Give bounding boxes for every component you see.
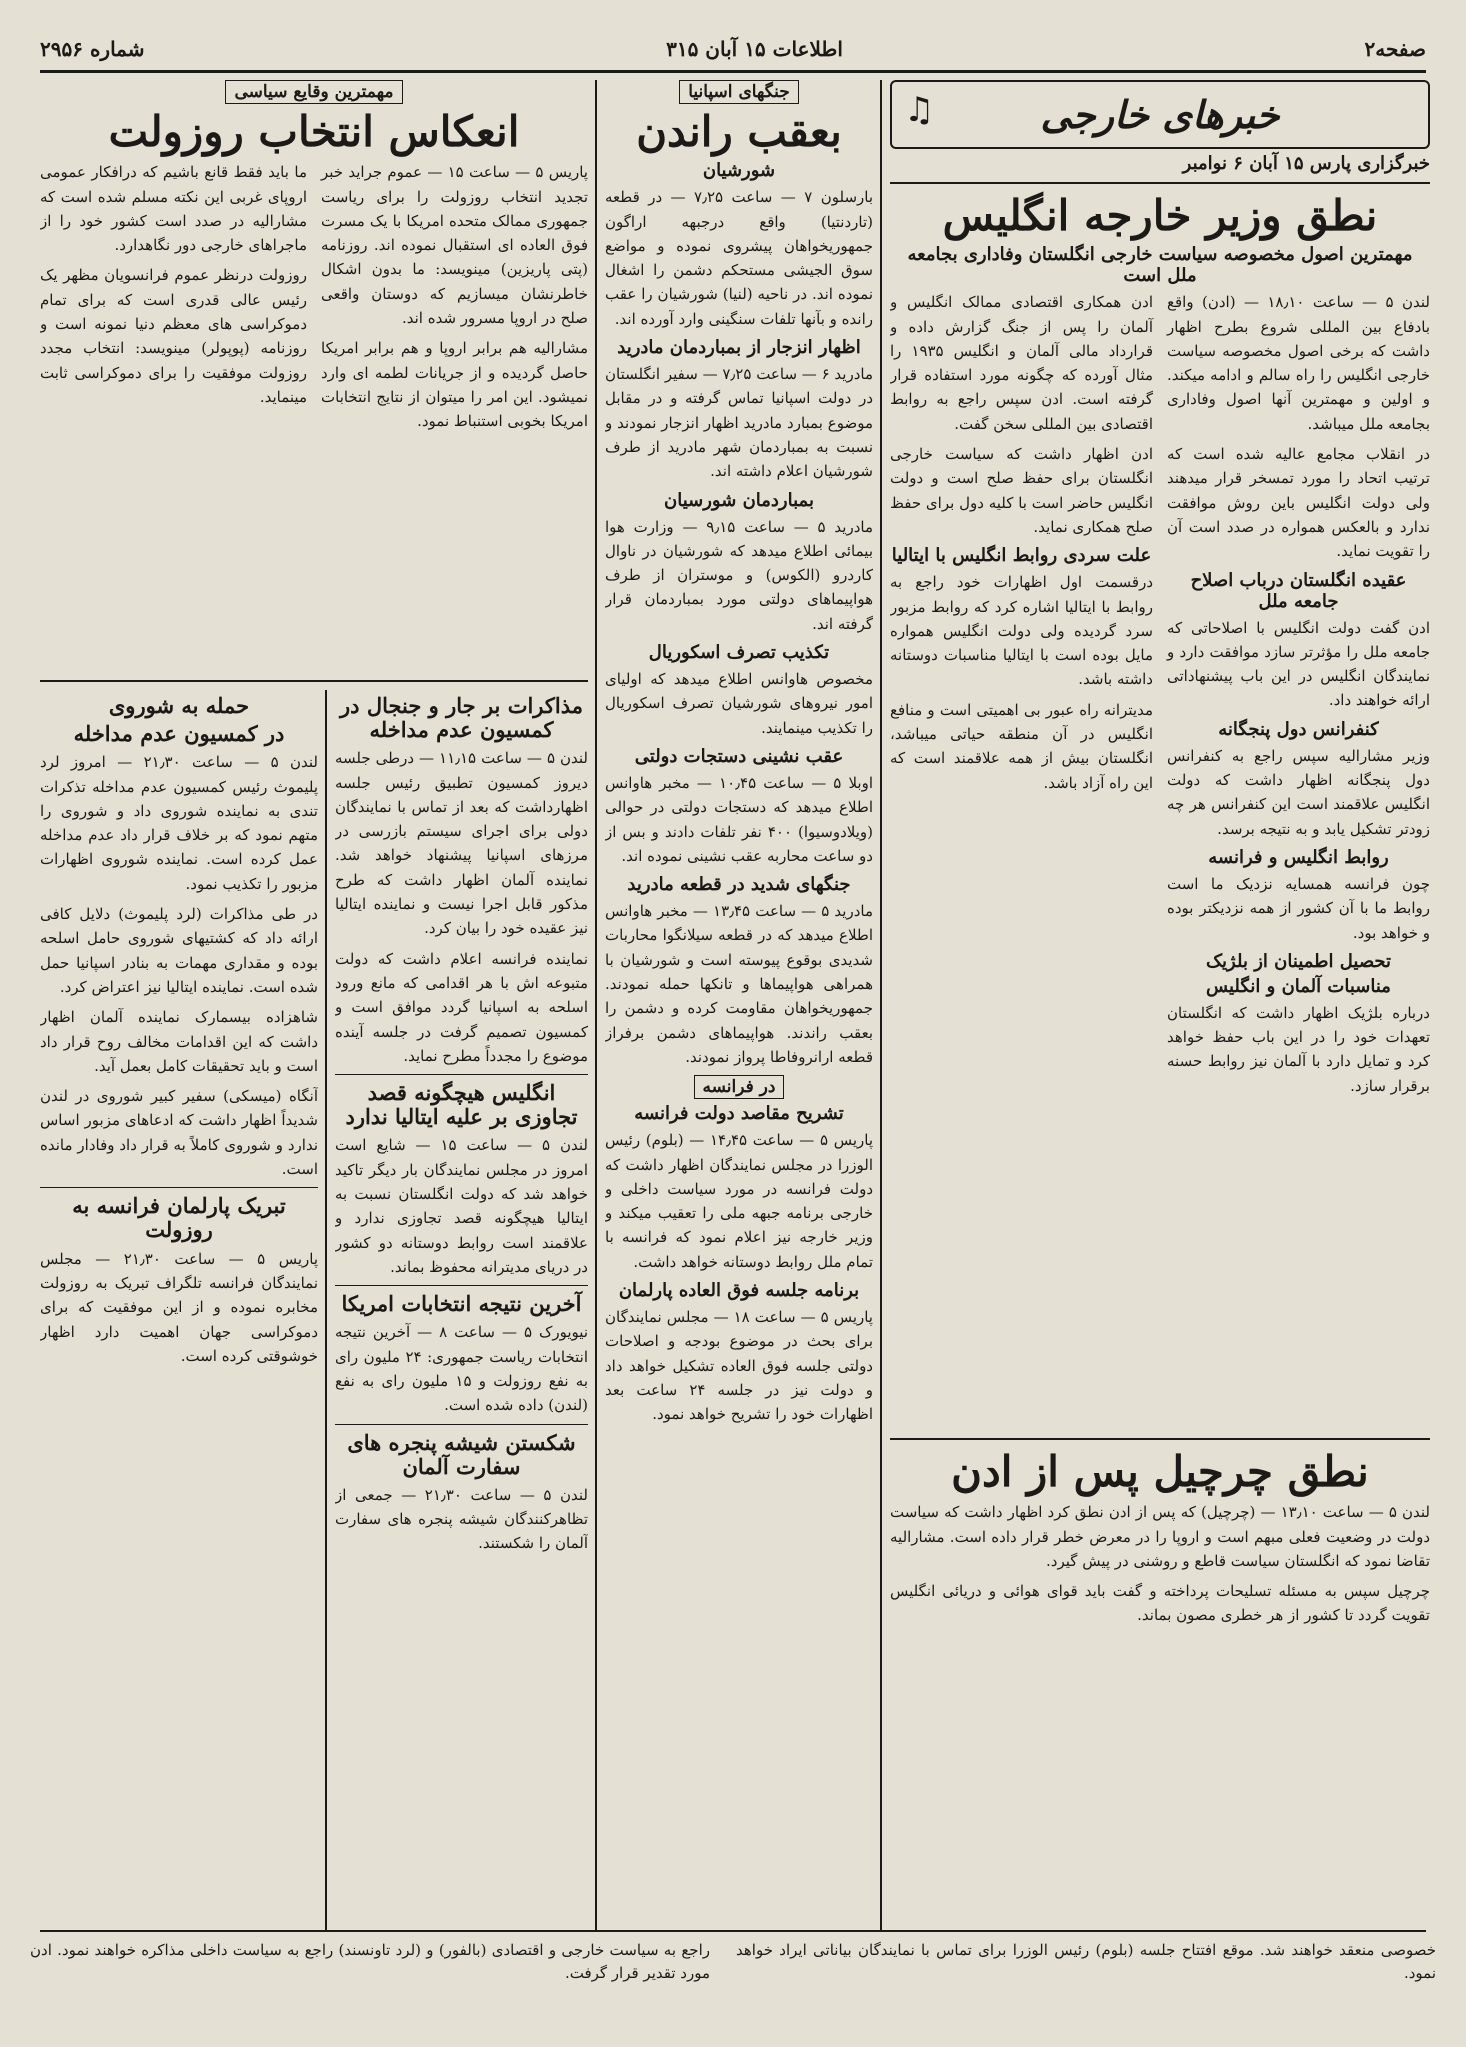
paragraph: نماینده فرانسه اعلام داشت که دولت متبوعه اش با هر اقدامی که مانع ورود اسلحه به اسپانیا گردد موافق است و کمسیون تصمیم گرفت در جلسه آینده موضوع را مجدداً مطرح نماید. bbox=[335, 949, 588, 1065]
paragraph: پاریس ۵ — ساعت ۲۱٫۳۰ — مجلس نمایندگان فرانسه تلگراف تبریک به روزولت مخابره نموده و از این موفقیت که برای دموکراسی جهان اهمیت دارد اظهار خوشوقتی کرده است. bbox=[40, 1249, 318, 1365]
paragraph: ما باید فقط قانع باشیم که درافکار عمومی اروپای غربی این نکته مسلم شده است که مشارالیه در صدد است کشور خود را از ماجراهای خارجی دور نگاهدارد. bbox=[40, 163, 307, 255]
paragraph: شاهزاده بیسمارک نماینده آلمان اظهار داشت که این اقدامات مخالف روح قرار داد است و باید تحقیقات کامل بعمل آید. bbox=[40, 1008, 318, 1075]
subhead: تکذیب تصرف اسکوریال bbox=[648, 642, 830, 664]
paragraph: وزیر مشارالیه سپس راجع به کنفرانس دول پنجگانه اظهار داشت که دولت انگلیس علاقمند است این کنفرانس هر چه زودتر تشکیل یابد و به نتیجه برسد. bbox=[1167, 746, 1430, 838]
headline-roosevelt: انعکاس انتخاب روزولت bbox=[108, 107, 520, 156]
two-column-body bbox=[40, 160, 588, 439]
paragraph: مادرید ۵ — ساعت ۱۳٫۴۵ — مخبر هاوانس اطلاع میدهد که در قطعه سیلانگوا محاربات شدیدی بوقوع پیوسته است و شورشیان با همراهی هواپیماها و تانکها حمله نمودند. جمهوریخواهان مقاومت کرده و دشمن را بعقب راندند. هواپیماهای دشمن برفراز قطعه ارانروفاطا پرواز نمودند. bbox=[605, 902, 873, 1066]
rule bbox=[40, 1187, 318, 1188]
paragraph: روزولت درنظر عموم فرانسویان مظهر یک رئیس عالی قدری است که برای تمام دموکراسی های معظم دنیا نمونه است و روزنامه (پوپولر) مینویسد: انتخاب مجدد روزولت موفقیت را برای دموکراسی ثابت مینماید. bbox=[40, 266, 307, 406]
rule bbox=[335, 1285, 588, 1286]
subhead-five-powers: کنفرانس دول پنجگانه bbox=[1218, 718, 1379, 740]
paragraph: پاریس ۵ — ساعت ۱۴٫۴۵ — (بلوم) رئیس الوزرا در مجلس نمایندگان اظهار داشت که دولت فرانسه در مورد سیاست داخلی و خارجی برنامه جبهه ملی را تعقیب میکند و وزیر خارجه نیز اعلام نمود که فرانسه با تمام ملل روابط دوستانه خواهد داشت. bbox=[605, 1131, 873, 1271]
headline-talks: مذاکرات بر جار و جنجال در کمسیون عدم مداخله bbox=[340, 693, 583, 743]
two-column-body bbox=[890, 290, 1430, 1104]
paragraph: مخصوص هاوانس اطلاع میدهد که اولیای امور نیروهای شورشیان تصرف اسکوریال را تکذیب مینمایند. bbox=[605, 670, 873, 737]
paragraph: پاریس ۵ — ساعت ۱۸ — مجلس نمایندگان برای بحث در موضوع بودجه و اصلاحات دولتی جلسه فوق العاده تشکیل خواهد داد و دولت نیز در جلسه ۲۴ ساعت بعد اظهارات خود را تشریح خواهد نمود. bbox=[605, 1307, 873, 1424]
paragraph: چون فرانسه همسایه نزدیک ما است روابط ما با آن کشور از همه نزدیکتر بوده و خواهد بود. bbox=[1167, 874, 1430, 942]
footer-text: راجع به سیاست خارجی و اقتصادی (بالفور) و (لرد تاونسند) راجع به سیاست داخلی مذاکره خواهند نمود. ادن مورد تقدیر قرار گرفت. bbox=[30, 1941, 710, 1983]
subhead-germany: مناسبات آلمان و انگلیس bbox=[1206, 975, 1391, 997]
subhead: اظهار انزجار از بمباردمان مادرید bbox=[617, 337, 861, 359]
roosevelt-section bbox=[40, 80, 588, 680]
headline-us-election: آخرین نتیجه انتخابات امریکا bbox=[341, 1291, 582, 1317]
paragraph: ادن اظهار داشت که سیاست خارجی انگلستان برای حفظ صلح است و دولت انگلیس حاضر است با کلیه دول برای حفظ صلح همکاری نماید. bbox=[890, 445, 1153, 536]
paragraph: بارسلون ۷ — ساعت ۷٫۲۵ — در قطعه (تاردنتیا) واقع درجبهه اراگون جمهوریخواهان پیشروی نموده و مواضع سوق الجیشی مستحکم دشمن را اشغال نموده اند. در ناحیه (لنیا) شورشیان را عقب رانده و بآنها تلفات سنگینی وارد آورده اند. bbox=[605, 188, 873, 328]
column-rule bbox=[595, 80, 597, 1930]
paragraph: در طی مذاکرات (لرد پلیموث) دلایل کافی ارائه داد که کشتیهای شوروی حامل اسلحه بوده و مقداری مهمات به بنادر اسپانیا حمل شده است. نماینده ایتالیا نیز اعتراض کرد. bbox=[40, 905, 318, 996]
subhead-rebels: شورشیان bbox=[702, 160, 776, 182]
paragraph: مادرید ۶ — ساعت ۷٫۲۵ — سفیر انگلستان در دولت اسپانیا تماس گرفته و در مقابل موضوع بمبارد مادرید اظهار انزجار نمودند و نسبت به بمباردمان شهر مادرید از طرف شورشیان اعلام داشته اند. bbox=[605, 365, 873, 481]
subhead-italy: علت سردی روابط انگلیس با ایتالیا bbox=[891, 545, 1152, 567]
spain-section bbox=[605, 80, 873, 1930]
column-rule bbox=[325, 690, 327, 1930]
headline-embassy: شکستن شیشه پنجره های سفارت آلمان bbox=[347, 1429, 576, 1479]
stave-icon: ♫ bbox=[904, 90, 937, 130]
footer-text: خصوصی منعقد خواهند شد. موقع افتتاح جلسه (بلوم) رئیس الوزرا برای تماس با نمایندگان بیاناتی ایراد خواهد نمود. bbox=[736, 1941, 1436, 1983]
column-rule bbox=[880, 80, 882, 1930]
subhead: بمباردمان شورسیان bbox=[664, 489, 814, 511]
rule bbox=[890, 1438, 1430, 1440]
subhead-eden: مهمترین اصول مخصوصه سیاست خارجی انگلستان وفاداری بجامعه ملل است bbox=[907, 244, 1413, 287]
rule bbox=[335, 1074, 588, 1075]
section-kicker: جنگهای اسپانیا bbox=[679, 80, 799, 104]
subhead: برنامه جلسه فوق العاده پارلمان bbox=[618, 1279, 860, 1301]
churchill-section bbox=[890, 1430, 1430, 1930]
paragraph: لندن ۵ — ساعت ۲۱٫۳۰ — امروز لرد پلیموث رئیس کمسیون عدم مداخله تذکرات تندی به نماینده شوروی داد و شوروی را متهم نمود که بر خلاف قرار داد عدم مداخله عمل کرده است. نماینده شوروی اظهارات مزبور را تکذیب نمود. bbox=[40, 753, 318, 893]
running-head bbox=[40, 30, 1426, 68]
headline-italy: انگلیس هیچگونه قصد تجاوزی بر علیه ایتالیا ندارد bbox=[345, 1080, 578, 1130]
masthead-date: اطلاعات ۱۵ آبان ۳۱۵ bbox=[666, 37, 843, 61]
subhead: تشریح مقاصد دولت فرانسه bbox=[634, 1103, 844, 1125]
paragraph: اوبلا ۵ — ساعت ۱۰٫۴۵ — مخبر هاوانس اطلاع میدهد که دستجات دولتی در حوالی (ویلادوسیوا) ۴۰۰ نفر تلفات دادند و بس از دو ساعت محاربه عقب نشینی نموده اند. bbox=[605, 773, 873, 865]
section-banner: ♫ خبرهای خارجی bbox=[890, 80, 1430, 149]
soviet-section bbox=[40, 690, 318, 1930]
paragraph: لندن ۵ — ساعت ۱۳٫۱۰ — (چرچیل) که پس از ادن نطق کرد اظهار داشت که سیاست دولت در وضعیت فعلی مبهم است و اروپا را در معرض خطر قرار داده است. مشارالیه تقاضا نمود که انگلستان سیاست قاطع و روشنی در پیش گیرد. bbox=[890, 1503, 1430, 1570]
section-france: در فرانسه bbox=[694, 1075, 785, 1099]
service-line: خبرگزاری پارس ۱۵ آبان ۶ نوامبر bbox=[1182, 153, 1430, 174]
paragraph: لندن ۵ — ساعت ۱۸٫۱۰ — (ادن) واقع بادفاع بین المللی شروع بطرح اظهار داشت که برخی اصول مخصوصه سیاست خارجی انگلیس را راه سالم و ادامه میکند. و اولین و مهمترین آنها اصول وفاداری بجامعه ملل میباشد. bbox=[1167, 293, 1430, 433]
paragraph: ادن همکاری اقتصادی ممالک انگلیس و آلمان را پس از جنگ گزارش داده و قرارداد مالی آلمان و انگلیس ۱۹۳۵ را مثال آورده که چگونه مورد استفاده قرار گرفته است. ادن سپس راجع به روابط اقتصادی بین المللی سخن گفت. bbox=[890, 293, 1153, 433]
rule bbox=[335, 1424, 588, 1425]
subhead-belgium: تحصیل اطمینان از بلژیک bbox=[1205, 950, 1392, 972]
footer-strip bbox=[30, 1935, 1436, 2035]
paragraph: لندن ۵ — ساعت ۲۱٫۳۰ — جمعی از تظاهرکنندگان شیشه پنجره های سفارت آلمان را شکستند. bbox=[335, 1485, 588, 1553]
rule bbox=[40, 680, 588, 682]
paragraph: درباره بلژیک اظهار داشت که انگلستان تعهدات خود را در این باب حفظ خواهد کرد و تمایل دارد با آلمان نیز روابط حسنه برقرار سازد. bbox=[1167, 1003, 1430, 1095]
paragraph: آنگاه (میسکی) سفیر کبیر شوروی در لندن شدیداً اظهار داشت که ادعاهای مزبور اساس ندارد و شوروی کاملاً به قرار داد وفادار مانده است. bbox=[40, 1087, 318, 1179]
paragraph: مشارالیه هم برابر اروپا و هم برابر امریکا حاصل گردیده و از جریانات لطمه ای وارد نمیشود. این امر را میتوان از نتایج انتخابات امریکا بخوبی استنباط نمود. bbox=[321, 339, 588, 431]
subhead-league: عقیده انگلستان درباب اصلاح جامعه ملل bbox=[1190, 569, 1407, 612]
issue-number: شماره ۲۹۵۶ bbox=[40, 37, 145, 61]
section-kicker: مهمترین وقایع سیاسی bbox=[225, 80, 402, 104]
page-number: صفحه۲ bbox=[1364, 37, 1426, 61]
subhead: عقب نشینی دستجات دولتی bbox=[634, 745, 844, 767]
paragraph: چرچیل سپس به مسئله تسلیحات پرداخته و گفت باید قوای هوائی و دریائی انگلیس تقویت گردد تا کشور از هر خطری مصون بماند. bbox=[890, 1582, 1430, 1625]
headline-parliament: تبریک پارلمان فرانسه به روزولت bbox=[72, 1193, 286, 1243]
headline-churchill: نطق چرچیل پس از ادن bbox=[951, 1447, 1369, 1496]
subhead: جنگهای شدید در قطعه مادرید bbox=[627, 874, 851, 896]
paragraph: ادن گفت دولت انگلیس با اصلاحاتی که جامعه ملل را مؤثرتر سازد موافقت دارد و نمایندگان انگلیس در این باب پیشنهاداتی ارائه خواهند داد. bbox=[1167, 618, 1430, 710]
headline-soviet: حمله به شوروی bbox=[108, 693, 250, 718]
paragraph: لندن ۵ — ساعت ۱۵ — شایع است امروز در مجلس نمایندگان بار دیگر تاکید خواهد شد که دولت انگلستان نسبت به ایتالیا هیچگونه قصد تجاوزی ندارد و علاقمند است روابط دوستانه دو کشور در دریای مدیترانه محفوظ بماند. bbox=[335, 1136, 588, 1276]
headline-eden: نطق وزیر خارجه انگلیس bbox=[942, 191, 1378, 240]
paragraph: نیویورک ۵ — ساعت ۸ — آخرین نتیجه انتخابات ریاست جمهوری: ۲۴ ملیون رای به نفع روزولت و ۱۵ ملیون رای به نفع (لندن) داده شده است. bbox=[335, 1323, 588, 1415]
paragraph: لندن ۵ — ساعت ۱۱٫۱۵ — درطی جلسه دیروز کمسیون تطبیق رئیس جلسه اظهارداشت که بعد از تماس با نمایندگان دولی برای اجرای سیستم بازرسی در مرزهای اسپانیا پیشنهاد خواهد شد. نماینده آلمان اظهار داشت که طرح مذکور قابل اجرا نیست و نماینده ایتالیا نیز عقیده خود را بیان کرد. bbox=[335, 749, 588, 938]
subhead-france: روابط انگلیس و فرانسه bbox=[1208, 846, 1389, 868]
paragraph: مدیترانه راه عبور بی اهمیتی است و منافع انگلیس در آن منطقه حیاتی میباشد، انگلستان بیش از همه علاقمند است که این راه آزاد باشد. bbox=[890, 700, 1153, 792]
rule bbox=[890, 182, 1430, 184]
header-rule bbox=[40, 70, 1426, 73]
headline-soviet-2: در کمسیون عدم مداخله bbox=[73, 721, 285, 747]
paragraph: پاریس ۵ — ساعت ۱۵ — عموم جراید خبر تجدید انتخاب روزولت را برای ریاست جمهوری ممالک متحده امریکا با یک مسرت فوق العاده ای استقبال نموده اند. روزنامه (پتی پاریزین) مینویسد: ما بدون اشکال خاطرنشان میسازیم که دوستان واقعی صلح در اروپا مسرور شده اند. bbox=[321, 163, 588, 328]
paragraph: در انقلاب مجامع عالیه شده است که ترتیب اتحاد را مورد تمسخر قرار میدهند ولی دولت انگلیس باین روش موافقت ندارد و بالعکس همواره در صدد است آن را تقویت نماید. bbox=[1167, 445, 1430, 561]
paragraph: درقسمت اول اظهارات خود راجع به روابط با ایتالیا اشاره کرد که روابط مزبور سرد گردیده ولی دولت انگلیس همواره مایل بوده است با ایتالیا مناسبات دوستانه داشته باشد. bbox=[890, 573, 1153, 689]
paragraph: مادرید ۵ — ساعت ۹٫۱۵ — وزارت هوا بیمائی اطلاع میدهد که شورشیان در ناوال کاردرو (الکوس) و موستران از طرف هواپیماهای دولتی مورد بمباردمان قرار گرفته اند. bbox=[605, 517, 873, 633]
headline-spain: بعقب راندن bbox=[636, 107, 842, 156]
talks-section bbox=[335, 690, 588, 1930]
